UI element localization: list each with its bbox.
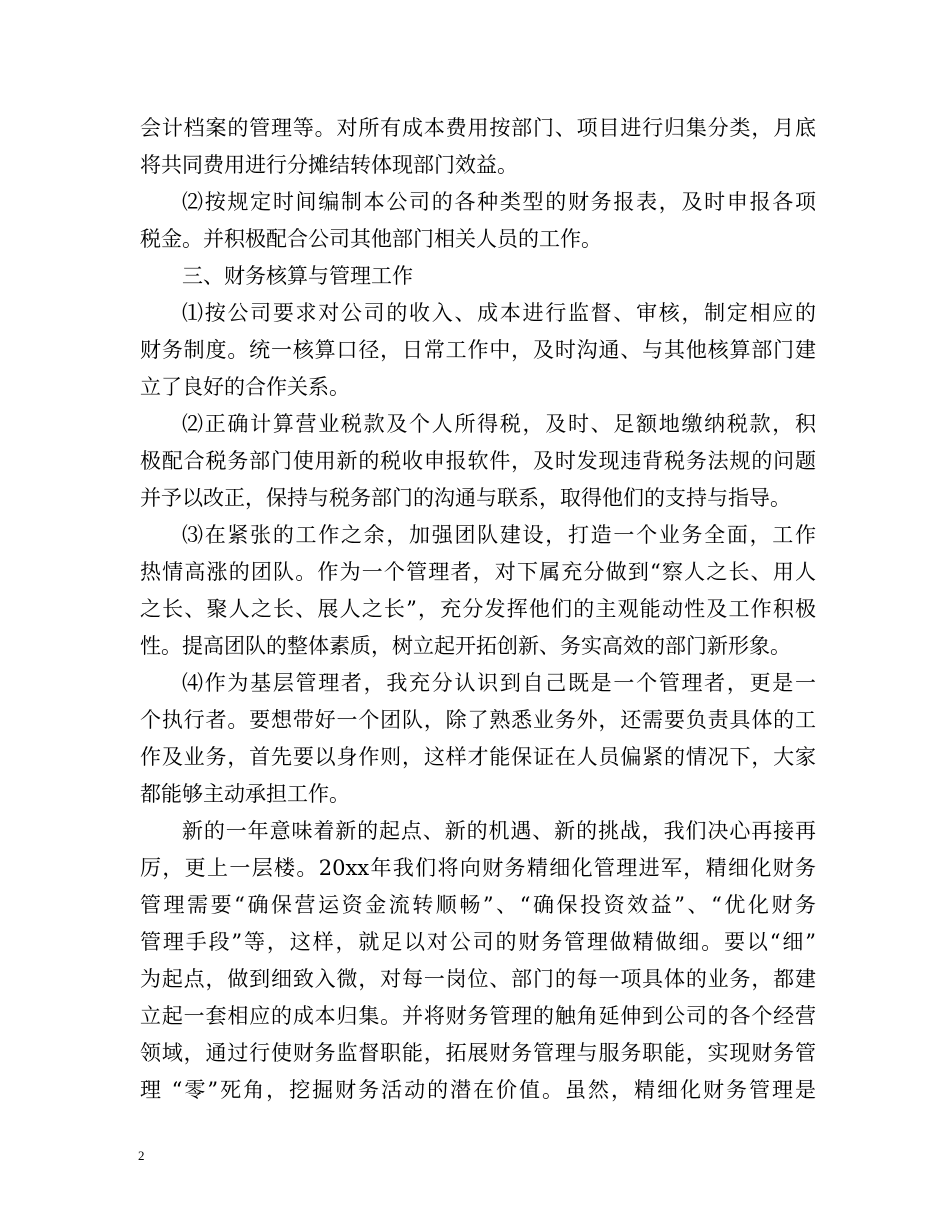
text-line: 极配合税务部门使用新的税收申报软件，及时发现违背税务法规的问题 <box>140 449 816 473</box>
text-line: ⑷作为基层管理者，我充分认识到自己既是一个管理者，更是一 <box>182 671 816 695</box>
text-line: 之长、聚人之长、展人之长”，充分发挥他们的主观能动性及工作积极 <box>140 597 816 621</box>
paragraph-5 <box>140 517 816 665</box>
text-line: 管理需要“确保营运资金流转顺畅”、“确保投资效益”、“优化财务 <box>140 893 816 917</box>
paragraph-1 <box>140 110 816 184</box>
text-line: ⑵按规定时间编制本公司的各种类型的财务报表，及时申报各项 <box>182 190 816 214</box>
text-line: 为起点，做到细致入微，对每一岗位、部门的每一项具体的业务，都建 <box>140 967 816 991</box>
text-line: 财务制度。统一核算口径，日常工作中，及时沟通、与其他核算部门建 <box>140 338 816 362</box>
text-line: 立了良好的合作关系。 <box>140 375 350 399</box>
paragraph-7 <box>140 813 816 1109</box>
text-line: 管理手段”等，这样，就足以对公司的财务管理做精做细。要以“细” <box>140 930 816 954</box>
text-line: 厉，更上一层楼。20xx年我们将向财务精细化管理进军，精细化财务 <box>140 856 816 880</box>
text-line: 会计档案的管理等。对所有成本费用按部门、项目进行归集分类，月底 <box>140 116 816 140</box>
text-line: 理 “零”死角，挖掘财务活动的潜在价值。虽然，精细化财务管理是 <box>140 1078 816 1102</box>
paragraph-6 <box>140 665 816 813</box>
text-line: ⑶在紧张的工作之余，加强团队建设，打造一个业务全面，工作 <box>182 523 816 547</box>
heading-line: 三、财务核算与管理工作 <box>182 264 413 288</box>
text-line: 都能够主动承担工作。 <box>140 782 350 806</box>
text-line: 作及业务，首先要以身作则，这样才能保证在人员偏紧的情况下，大家 <box>140 745 816 769</box>
text-line: 并予以改正，保持与税务部门的沟通与联系，取得他们的支持与指导。 <box>140 486 791 510</box>
text-line: 税金。并积极配合公司其他部门相关人员的工作。 <box>140 227 602 251</box>
text-line: 个执行者。要想带好一个团队，除了熟悉业务外，还需要负责具体的工 <box>140 708 816 732</box>
page-number: 2 <box>138 1148 145 1163</box>
text-line: 性。提高团队的整体素质，树立起开拓创新、务实高效的部门新形象。 <box>140 634 791 658</box>
text-line: 将共同费用进行分摊结转体现部门效益。 <box>140 153 518 177</box>
text-line: 热情高涨的团队。作为一个管理者，对下属充分做到“察人之长、用人 <box>140 560 816 584</box>
paragraph-2 <box>140 184 816 258</box>
paragraph-4 <box>140 406 816 517</box>
paragraph-3 <box>140 295 816 406</box>
section-heading <box>140 258 816 295</box>
text-line: 立起一套相应的成本归集。并将财务管理的触角延伸到公司的各个经营 <box>140 1004 816 1028</box>
text-line: ⑵正确计算营业税款及个人所得税，及时、足额地缴纳税款，积 <box>182 412 816 436</box>
text-line: ⑴按公司要求对公司的收入、成本进行监督、审核，制定相应的 <box>182 301 816 325</box>
text-line: 领域，通过行使财务监督职能，拓展财务管理与服务职能，实现财务管 <box>140 1041 816 1065</box>
text-line: 新的一年意味着新的起点、新的机遇、新的挑战，我们决心再接再 <box>182 819 816 843</box>
document-body <box>140 110 816 1109</box>
